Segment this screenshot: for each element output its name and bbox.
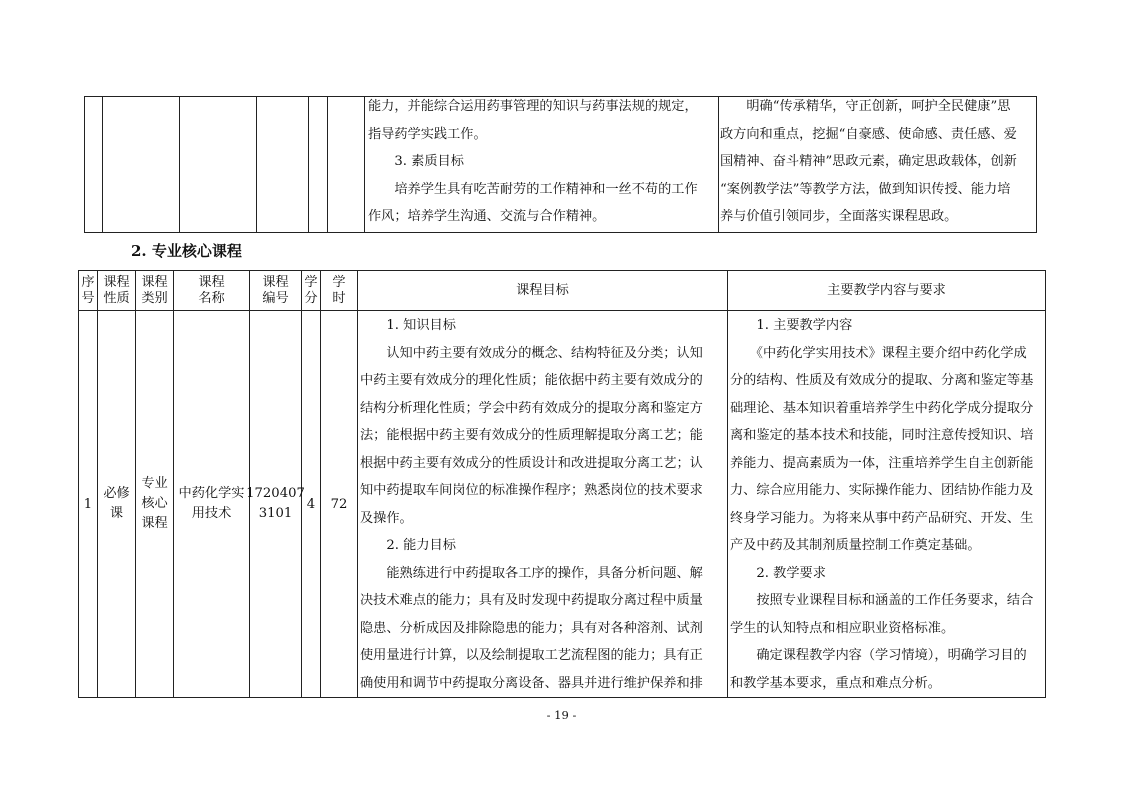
text-line: 产及中药及其制剂质量控制工作奠定基础。 xyxy=(730,538,981,553)
header-credit: 学分 xyxy=(304,275,318,306)
text-line: 根据中药主要有效成分的性质设计和改进提取分离工艺；认 xyxy=(360,455,703,471)
text-line: 按照专业课程目标和涵盖的工作任务要求，结合 xyxy=(730,593,1034,608)
text-line: 养能力、提高素质为一体，注重培养学生自主创新能 xyxy=(730,455,1034,471)
header-content: 主要教学内容与要求 xyxy=(827,282,946,298)
text-line: 2. 能力目标 xyxy=(360,538,456,553)
text-line: 国精神、奋斗精神”思政元素，确定思政载体，创新 xyxy=(720,154,1017,169)
text-line: 决技术难点的能力；具有及时发现中药提取分离过程中质量 xyxy=(360,593,703,608)
text-line: “案例教学法”等教学方法，做到知识传授、能力培 xyxy=(720,181,1011,197)
cell-credit: 4 xyxy=(306,496,316,512)
cell-code xyxy=(246,311,305,697)
text-line: 知中药提取车间岗位的标准操作程序；熟悉岗位的技术要求 xyxy=(360,483,703,498)
text-line: 离和鉴定的基本技术和技能，同时注意传授知识、培 xyxy=(730,428,1034,443)
text-line: 1. 知识目标 xyxy=(360,318,456,333)
text-line: 能力，并能综合运用药事管理的知识与药事法规的规定， xyxy=(368,99,698,114)
code-line: 1720407 xyxy=(246,486,305,501)
text-line: 能熟练进行中药提取各工序的操作，具备分析问题、解 xyxy=(360,565,703,581)
cell-hours: 72 xyxy=(330,496,348,512)
text-line: 政方向和重点，挖掘“自豪感、使命感、责任感、爱 xyxy=(720,126,1017,142)
header-nature: 课程性质 xyxy=(103,275,130,306)
cell-name: 中药化学实用技术 xyxy=(178,486,245,521)
section-title: 2. 专业核心课程 xyxy=(131,242,242,260)
text-line: 认知中药主要有效成分的概念、结构特征及分类；认知 xyxy=(360,345,703,361)
text-line: 2. 教学要求 xyxy=(730,565,826,581)
header-name: 课程名称 xyxy=(198,275,225,306)
text-line: 作风；培养学生沟通、交流与合作精神。 xyxy=(368,209,606,224)
cell-category: 专业核心课程 xyxy=(141,476,168,531)
code-line: 3101 xyxy=(258,506,293,521)
page-number: - 19 - xyxy=(546,708,577,722)
header-hours: 学时 xyxy=(332,275,346,306)
header-goals: 课程目标 xyxy=(516,282,569,298)
header-seq: 序号 xyxy=(81,275,95,306)
text-line: 1. 主要教学内容 xyxy=(730,318,853,333)
text-line: 使用量进行计算，以及绘制提取工艺流程图的能力；具有正 xyxy=(360,648,703,663)
text-line: 确定课程教学内容（学习情境），明确学习目的 xyxy=(730,648,1027,663)
header-category: 课程类别 xyxy=(141,275,168,306)
text-line: 指导药学实践工作。 xyxy=(368,126,487,142)
text-line: 终身学习能力。为将来从事中药产品研究、开发、生 xyxy=(730,510,1034,526)
text-line: 和教学基本要求，重点和难点分析。 xyxy=(730,675,941,691)
text-line: 力、综合应用能力、实际操作能力、团结协作能力及 xyxy=(730,483,1034,498)
text-line: 3. 素质目标 xyxy=(368,154,464,169)
text-line: 础理论、基本知识着重培养学生中药化学成分提取分 xyxy=(730,400,1034,416)
text-line: 培养学生具有吃苦耐劳的工作精神和一丝不苟的工作 xyxy=(368,181,698,197)
text-line: 《中药化学实用技术》课程主要介绍中药化学成 xyxy=(730,345,1027,361)
goals-text xyxy=(360,312,728,697)
text-line: 明确“传承精华，守正创新，呵护全民健康”思 xyxy=(720,99,1011,114)
header-code: 课程编号 xyxy=(262,275,289,306)
cell-seq: 1 xyxy=(83,496,93,512)
text-line: 确使用和调节中药提取分离设备、器具并进行维护保养和排 xyxy=(360,675,703,691)
text-line: 隐患、分析成因及排除隐患的能力；具有对各种溶剂、试剂 xyxy=(360,620,703,636)
text-line: 结构分析理化性质；学会中药有效成分的提取分离和鉴定方 xyxy=(360,400,703,416)
text-line: 养与价值引领同步，全面落实课程思政。 xyxy=(720,209,958,224)
content-text xyxy=(730,312,1046,697)
text-line: 分的结构、性质及有效成分的提取、分离和鉴定等基 xyxy=(730,373,1034,388)
text-line: 法；能根据中药主要有效成分的性质理解提取分离工艺；能 xyxy=(360,428,703,443)
text-line: 中药主要有效成分的理化性质；能依据中药主要有效成分的 xyxy=(360,373,703,388)
text-line: 及操作。 xyxy=(360,510,413,526)
text-line: 学生的认知特点和相应职业资格标准。 xyxy=(730,620,955,636)
cell-nature: 必修课 xyxy=(103,486,130,521)
